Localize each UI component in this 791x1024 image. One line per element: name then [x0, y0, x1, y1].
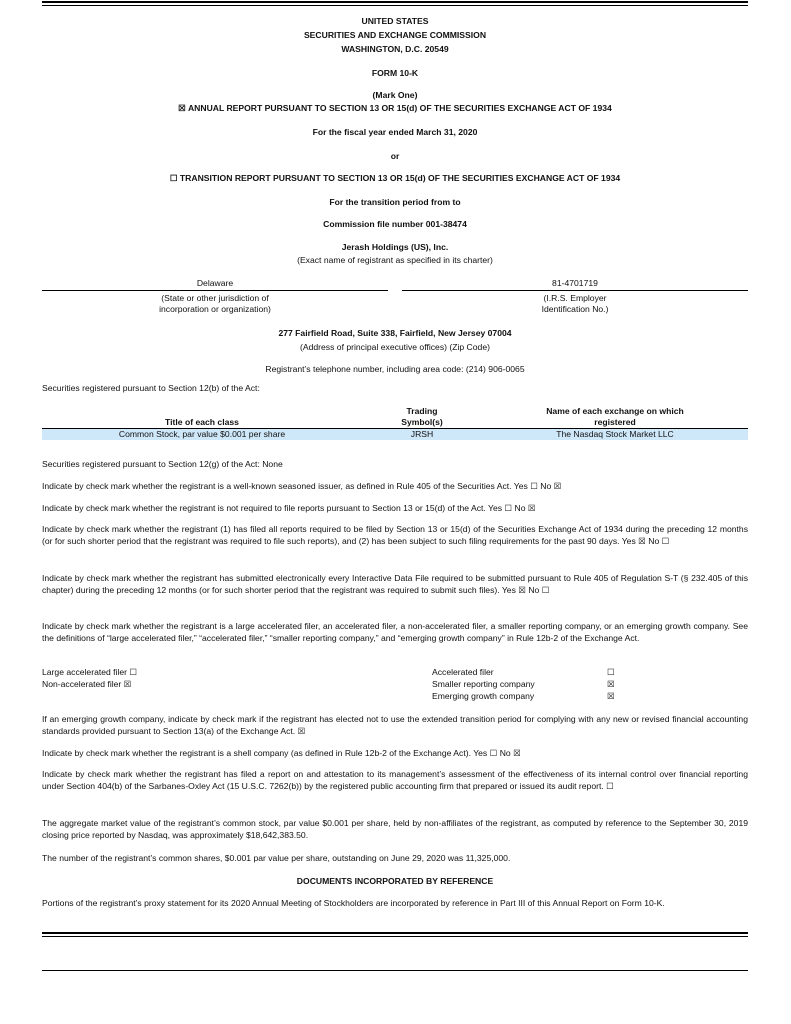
registrant-note: (Exact name of registrant as specified in its charter) [297, 255, 493, 265]
para-emerging-transition: If an emerging growth company, indicate by check mark if the registrant has elected not to use the extended transition period for complying with any new or revised financial accounting standards provided pursuant to Section 13(a) of the Exchange Act. ☒ [42, 714, 748, 736]
ein-label-1: (I.R.S. Employer [543, 293, 607, 303]
para-interactive-data: Indicate by check mark whether the registrant has submitted electronically every Interactive Data File required to be submitted pursuant to Rule 405 of Regulation S-T (§ 232.405 of this chapter) during the preceding 12 months (or for such shorter period that the registrant was required to submit such files). Yes ☒ No ☐ [42, 573, 748, 595]
ein-underline [402, 290, 748, 291]
para-filed-reports: Indicate by check mark whether the registrant (1) has filed all reports required to be filed by Section 13 or 15(d) of the Securities Exchange Act of 1934 during the preceding 12 months (or for such shorter period that the registrant was required to file such reports), and (2) has been subject to such filing requirements for the past 90 days. Yes ☒ No ☐ [42, 524, 748, 546]
securities-table [42, 406, 748, 440]
table-cell-exchange: The Nasdaq Stock Market LLC [482, 429, 748, 441]
emerging-growth-checkbox: ☒ [607, 691, 615, 701]
form-title: FORM 10-K [371, 68, 419, 78]
col-header-exchange: Name of each exchange on which registered [546, 406, 684, 427]
or-line: or [390, 151, 400, 161]
col-header-title: Title of each class [165, 417, 239, 427]
securities-12g-line: Securities registered pursuant to Section 12(g) of the Act: None [42, 459, 283, 469]
table-cell-symbol: JRSH [362, 429, 482, 441]
emerging-growth-label: Emerging growth company [432, 691, 535, 701]
address-line: 277 Fairfield Road, Suite 338, Fairfield, New Jersey 07004 [278, 328, 512, 338]
state-underline [42, 290, 388, 291]
bottom-rule [42, 970, 748, 971]
para-internal-control: Indicate by check mark whether the registrant has filed a report on and attestation to its management’s assessment of the effectiveness of its internal control over financial reporting under Section 404(b) of the Sarbanes-Oxley Act (15 U.S.C. 7262(b)) by the registered public accounting firm that prepared or issued its audit report. ☐ [42, 769, 748, 791]
transition-report-line: ☐ TRANSITION REPORT PURSUANT TO SECTION 13 OR 15(d) OF THE SECURITIES EXCHANGE ACT OF 1934 [169, 173, 621, 183]
para-wksi: Indicate by check mark whether the registrant is a well-known seasoned issuer, as defined in Rule 405 of the Securities Act. Yes ☐ No ☒ [42, 481, 562, 491]
state-value: Delaware [196, 278, 234, 288]
col-header-symbol: Trading Symbol(s) [401, 406, 443, 427]
ein-label-2: Identification No.) [541, 304, 609, 314]
filer-status-grid [42, 667, 748, 707]
para-proxy: Portions of the registrant’s proxy statement for its 2020 Annual Meeting of Stockholders are incorporated by reference in Part III of this Annual Report on Form 10-K. [42, 898, 665, 908]
registrant-name: Jerash Holdings (US), Inc. [341, 242, 449, 252]
table-row [42, 429, 748, 441]
table-cell-title: Common Stock, par value $0.001 per share [42, 429, 362, 441]
securities-12b-intro: Securities registered pursuant to Section 12(b) of the Act: [42, 383, 260, 393]
address-label: (Address of principal executive offices) (Zip Code) [300, 342, 490, 352]
large-accelerated-filer: Large accelerated filer ☐ [42, 667, 138, 677]
para-filer-status: Indicate by check mark whether the registrant is a large accelerated filer, an accelerated filer, a non-accelerated filer, a smaller reporting company, or an emerging growth company. See the definitions of “large accelerated filer,” “accelerated filer,” “smaller reporting company,” and “emerging growth company” in Rule 12b-2 of the Exchange Act. [42, 621, 748, 643]
header-line-3: WASHINGTON, D.C. 20549 [341, 44, 449, 54]
para-shell-company: Indicate by check mark whether the registrant is a shell company (as defined in Rule 12b-2 of the Exchange Act). Yes ☐ No ☒ [42, 748, 521, 758]
header-line-2: SECURITIES AND EXCHANGE COMMISSION [303, 30, 487, 40]
accelerated-filer-label: Accelerated filer [432, 667, 494, 677]
bottom-double-rule [42, 932, 748, 937]
para-not-required: Indicate by check mark whether the registrant is not required to file reports pursuant to Section 13 or 15(d) of the Act. Yes ☐ No ☒ [42, 503, 536, 513]
phone-line: Registrant’s telephone number, including area code: (214) 906-0065 [265, 364, 525, 374]
commission-file-line: Commission file number 001-38474 [323, 219, 467, 229]
state-label-1: (State or other jurisdiction of [161, 293, 269, 303]
smaller-reporting-checkbox: ☒ [607, 679, 615, 689]
top-rule [42, 1, 748, 6]
mark-one: (Mark One) [372, 90, 418, 100]
fiscal-year-line: For the fiscal year ended March 31, 2020 [312, 127, 478, 137]
para-shares-outstanding: The number of the registrant’s common shares, $0.001 par value per share, outstanding on June 29, 2020 was 11,325,000. [42, 853, 511, 863]
para-market-value: The aggregate market value of the registrant’s common stock, par value $0.001 per share, held by non-affiliates of the registrant, as computed by reference to the September 30, 2019 closing price reported by Nasdaq, was approximately $18,642,383.50. [42, 818, 748, 840]
accelerated-filer-checkbox: ☐ [607, 667, 615, 677]
header-line-1: UNITED STATES [361, 16, 429, 26]
annual-report-line: ☒ ANNUAL REPORT PURSUANT TO SECTION 13 OR 15(d) OF THE SECURITIES EXCHANGE ACT OF 1934 [178, 103, 612, 113]
smaller-reporting-label: Smaller reporting company [432, 679, 535, 689]
ein-value: 81-4701719 [552, 278, 598, 288]
transition-period-line: For the transition period from to [329, 197, 461, 207]
non-accelerated-filer: Non-accelerated filer ☒ [42, 679, 132, 689]
documents-heading: DOCUMENTS INCORPORATED BY REFERENCE [296, 876, 494, 886]
state-label-2: incorporation or organization) [159, 304, 271, 314]
